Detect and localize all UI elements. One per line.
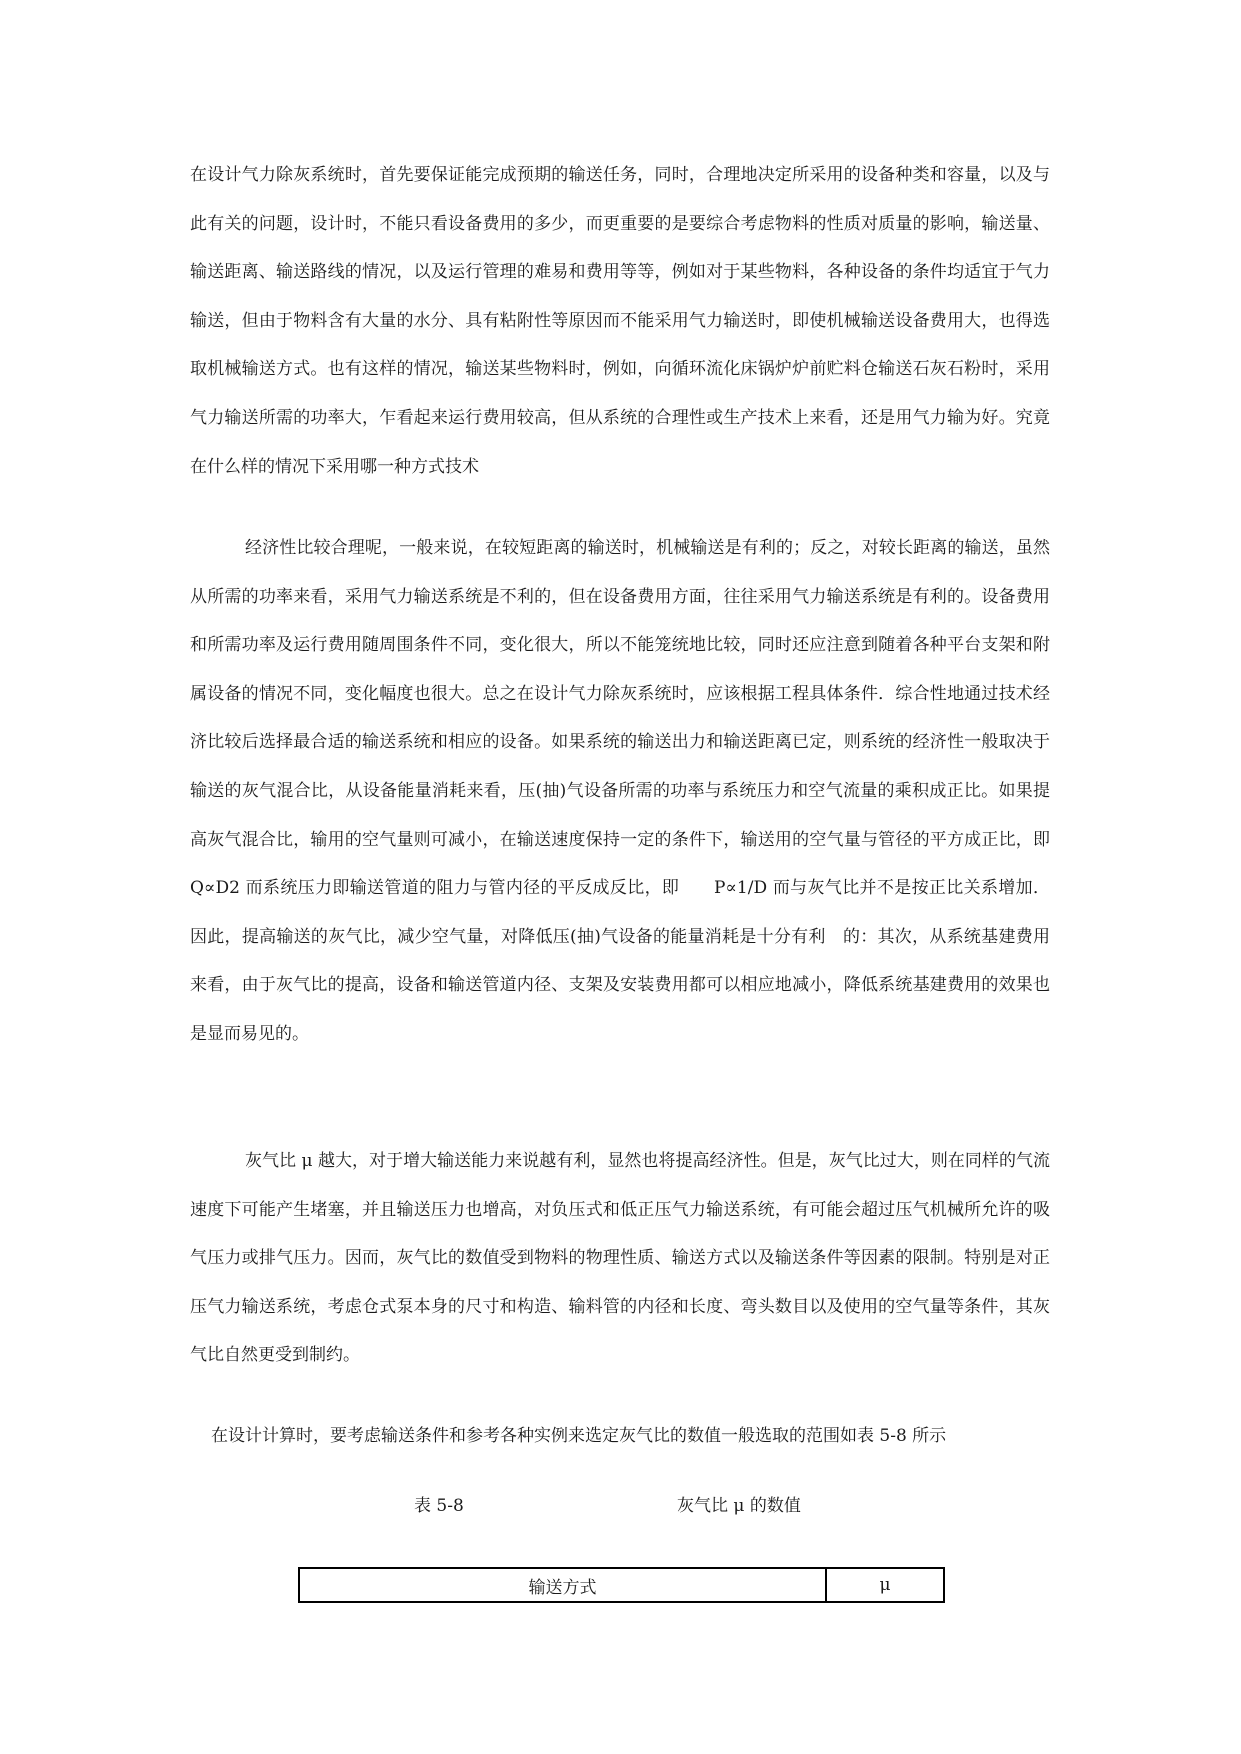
table-caption-title: 灰气比 μ 的数值	[677, 1496, 801, 1516]
paragraph-1: 在设计气力除灰系统时，首先要保证能完成预期的输送任务，同时，合理地决定所采用的设备种类和容量，以及与此有关的问题，设计时，不能只看设备费用的多少，而更重要的是要综合考虑物料的性质对质量的影响，输送量、输送距离、输送路线的情况，以及运行管理的难易和费用等等，例如对于某些物料，各种设备的条件均适宜于气力输送，但由于物料含有大量的水分、具有粘附性等原因而不能采用气力输送时，即使机械输送设备费用大，也得选取机械输送方式。也有这样的情况，输送某些物料时，例如，向循环流化床锅炉炉前贮料仓输送石灰石粉时，采用气力输送所需的功率大，乍看起来运行费用较高，但从系统的合理性或生产技术上来看，还是用气力输为好。究竟在什么样的情况下采用哪一种方式技术	[190, 165, 1050, 477]
table-header-row	[299, 1568, 944, 1602]
table-caption-number: 表 5-8	[414, 1496, 464, 1516]
paragraph-2: 经济性比较合理呢，一般来说，在较短距离的输送时，机械输送是有利的；反之，对较长距离的输送，虽然从所需的功率来看，采用气力输送系统是不利的，但在设备费用方面，往往采用气力输送系统是有利的。设备费用和所需功率及运行费用随周围条件不同，变化很大，所以不能笼统地比较，同时还应注意到随着各种平台支架和附属设备的情况不同，变化幅度也很大。总之在设计气力除灰系统时，应该根据工程具体条件．综合性地通过技术经济比较后选择最合适的输送系统和相应的设备。如果系统的输送出力和输送距离已定，则系统的经济性一般取决于输送的灰气混合比，从设备能量消耗来看，压(抽)气设备所需的功率与系统压力和空气流量的乘积成正比。如果提高灰气混合比，输用的空气量则可减小，在输送速度保持一定的条件下，输送用的空气量与管径的平方成正比，即 Q∝D2 而系统压力即输送管道的阻力与管内径的平反成反比，即 P∝1/D 而与灰气比并不是按正比关系增加．因此，提高输送的灰气比，减少空气量，对降低压(抽)气设备的能量消耗是十分有利 的：其次，从系统基建费用来看，由于灰气比的提高，设备和输送管道内径、支架及安装费用都可以相应地减小，降低系统基建费用的效果也是显而易见的。	[190, 538, 1084, 1044]
table-header-mode: 输送方式	[299, 1568, 826, 1602]
table-header-mu: μ	[826, 1568, 944, 1602]
paragraph-3: 灰气比 μ 越大，对于增大输送能力来说越有利，显然也将提高经济性。但是，灰气比过大，则在同样的气流速度下可能产生堵塞，并且输送压力也增高，对负压式和低正压气力输送系统，有可能会超过压气机械所允许的吸气压力或排气压力。因而，灰气比的数值受到物料的物理性质、输送方式以及输送条件等因素的限制。特别是对正压气力输送系统，考虑仓式泵本身的尺寸和构造、输料管的内径和长度、弯头数目以及使用的空气量等条件，其灰气比自然更受到制约。	[190, 1151, 1050, 1366]
paragraph-4: 在设计计算时，要考虑输送条件和参考各种实例来选定灰气比的数值一般选取的范围如表 5-8 所示	[211, 1426, 947, 1446]
mu-values-table	[298, 1567, 945, 1603]
